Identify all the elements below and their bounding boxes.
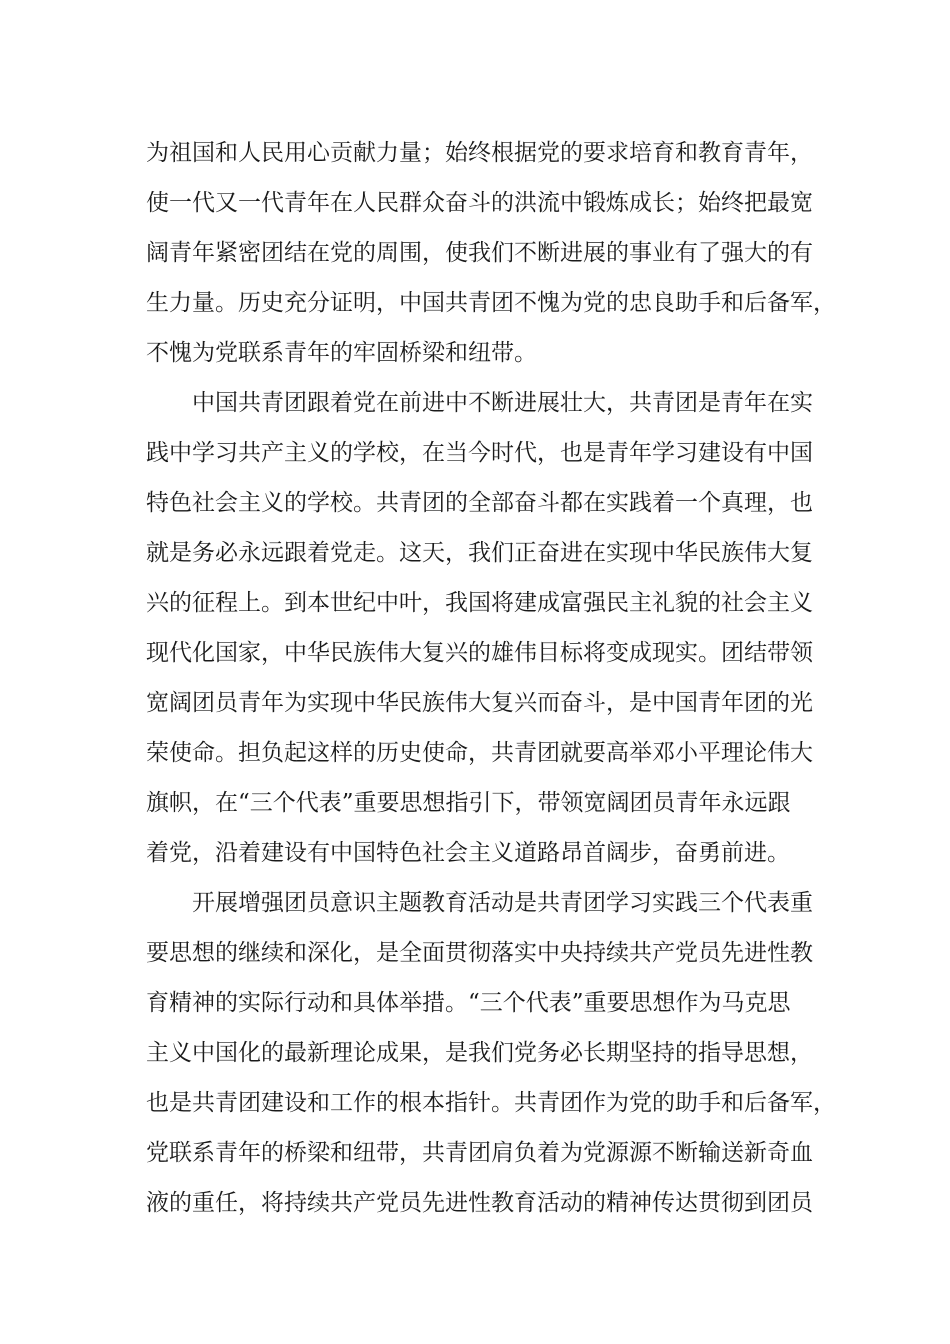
text-line: 为祖国和人民用心贡献力量；始终根据党的要求培育和教育青年， [146,140,813,166]
text-line: 阔青年紧密团结在党的周围，使我们不断进展的事业有了强大的有 [146,240,813,266]
text-line: 现代化国家，中华民族伟大复兴的雄伟目标将变成现实。团结带领 [146,640,813,666]
text-line: 党联系青年的桥梁和纽带，共青团肩负着为党源源不断输送新奇血 [146,1140,813,1166]
text-line: 主义中国化的最新理论成果，是我们党务必长期坚持的指导思想， [146,1040,813,1066]
text-line: 着党，沿着建设有中国特色社会主义道路昂首阔步，奋勇前进。 [146,840,790,866]
text-line: 要思想的继续和深化，是全面贯彻落实中央持续共产党员先进性教 [146,940,813,966]
paragraph-start-line: 中国共青团跟着党在前进中不断进展壮大，共青团是青年在实 [192,390,813,416]
text-line: 使一代又一代青年在人民群众奋斗的洪流中锻炼成长；始终把最宽 [146,190,813,216]
text-line: 不愧为党联系青年的牢固桥梁和纽带。 [146,340,537,366]
text-line: 荣使命。担负起这样的历史使命，共青团就要高举邓小平理论伟大 [146,740,813,766]
text-line: 就是务必永远跟着党走。这天，我们正奋进在实现中华民族伟大复 [146,540,813,566]
text-line: 践中学习共产主义的学校，在当今时代，也是青年学习建设有中国 [146,440,813,466]
text-line: 育精神的实际行动和具体举措。“三个代表”重要思想作为马克思 [146,990,791,1016]
paragraph-start-line: 开展增强团员意识主题教育活动是共青团学习实践三个代表重 [192,890,813,916]
text-line: 兴的征程上。到本世纪中叶，我国将建成富强民主礼貌的社会主义 [146,590,813,616]
text-line: 特色社会主义的学校。共青团的全部奋斗都在实践着一个真理，也 [146,490,813,516]
text-line: 生力量。历史充分证明，中国共青团不愧为党的忠良助手和后备军， [146,290,836,316]
text-line: 旗帜，在“三个代表”重要思想指引下，带领宽阔团员青年永远跟 [146,790,791,816]
body-text [146,128,836,1228]
text-line: 液的重任，将持续共产党员先进性教育活动的精神传达贯彻到团员 [146,1190,813,1216]
text-line: 宽阔团员青年为实现中华民族伟大复兴而奋斗，是中国青年团的光 [146,690,813,716]
text-line: 也是共青团建设和工作的根本指针。共青团作为党的助手和后备军， [146,1090,836,1116]
